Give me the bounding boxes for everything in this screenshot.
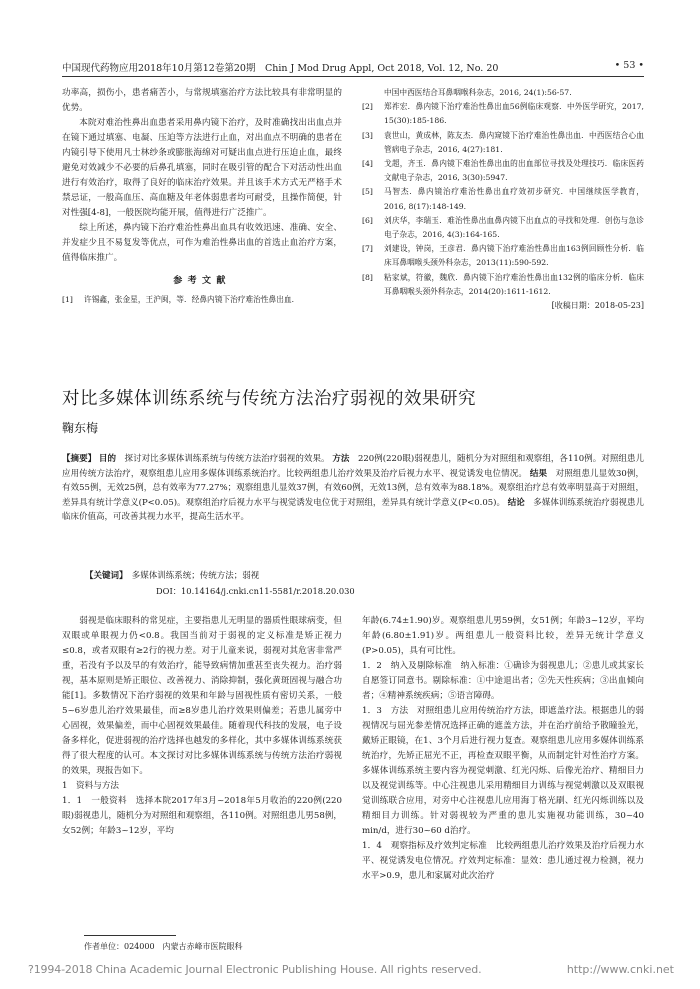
keywords-text: 多媒体训练系统；传统方法；弱视 [123,571,260,581]
reference-text: 刘建设，钟岗，王彦君．鼻内镜下治疗难治性鼻出血163例回顾性分析．临床耳鼻咽喉头颈外科杂志，2013(11):590-592. [384,244,644,268]
received-date: [收稿日期：2018-05-23] [551,301,644,311]
reference-item [362,100,644,128]
keywords [85,569,645,584]
reference-number: [4] [362,159,373,169]
references-heading: 参考文献 [173,276,231,286]
reference-text: 郑祚宏．鼻内镜下治疗难治性鼻出血56例临床观察．中外医学研究，2017, 15(30):185-186. [384,102,644,126]
reference-text: 中国中西医结合耳鼻咽喉科杂志，2016, 24(1):56-57. [384,88,572,97]
reference-number: [1] [62,295,73,304]
body-left-column [62,614,342,839]
article-author: 鞠东梅 [62,421,99,435]
reference-text: 马智杰．鼻内镜治疗难治性鼻出血疗效初步研究．中国继续医学教育，2016, 8(17):148-149. [384,187,644,211]
cnki-link[interactable]: http://www.cnki.net [566,963,674,976]
abstract-section-label: 方法 [332,454,350,464]
keywords-label: 【关键词】 [85,571,124,581]
section-heading: 1 资料与方法 [62,781,120,791]
reference-number: [3] [362,130,373,140]
abstract-section-text: 220例(220眼)弱视患儿，随机分为对照组和观察组，各110例。对照组患儿应用传统方法治疗，观察组患儿应用多媒体训练系统治疗。比较两组患儿治疗效果及治疗后视力水平、视觉诱发电位情况。 [62,454,644,479]
body-paragraph: 1．3 方法 对照组患儿应用传统治疗方法，即遮盖疗法。根据患儿的弱视情况与屈光参差情况选择正确的遮盖方法，并在治疗前给予散瞳验光，戴矫正眼镜，在1、3个月后进行视力复查。观察组患儿应用多媒体训练系统治疗，先矫正屈光不正，再检查双眼平衡，从而制定针对性治疗方案。多媒体训练系统主要内容为视觉刺激、红光闪烁、后像光治疗、精细目力以及视觉训练等。中心注视患儿采用精细目力训练与视觉刺激以及双眼视觉训练联合应用，对旁中心注视患儿应用海丁格光刷、红光闪烁训练以及精细目力训练。针对弱视较为严重的患儿实施视功能训练，30~40 min/d，进行30~60 d治疗。 [362,706,644,836]
abstract-label: 【摘要】 [62,454,97,464]
abstract-section-text: 对照组患儿显效30例，有效55例，无效25例，总有效率为77.27%；观察组患儿显效37例，有效60例，无效13例，总有效率为88.18%。观察组治疗总有效率明显高于对照组，差异具有统计学意义(P<0.05)。观察组治疗后视力水平与视觉诱发电位优于对照组，差异具有统计学意义(P<0.05)。 [62,468,644,508]
body-paragraph: 弱视是临床眼科的常见症，主要指患儿无明显的器质性眼球病变，但双眼或单眼视力仍<0.8。我国当前对于弱视的定义标准是矫正视力≤0.8，或者双眼有≥2行的视力差。对于儿童来说，弱视对其危害非常严重，若没有予以及早的有效治疗，能导致病情加重甚至丧失视力。治疗弱视，基本原则是矫正眼位、改善视力、消除抑制，强化黄斑固视与融合功能[1]。多数情况下治疗弱视的效果和年龄与固视性质有密切关系，一般5~6岁患儿治疗效果最佳，而≥8岁患儿治疗效果则偏差；若患儿属旁中心固视，效果偏差，而中心固视效果最佳。随着现代科技的发展，电子设备多样化，促进弱视的治疗选择也越发的多样化，其中多媒体训练系统获得了很大程度的认可。本文探讨对比多媒体训练系统与传统方法治疗弱视的效果，现报告如下。 [62,616,342,776]
reference-item [362,242,644,270]
body-paragraph: 年龄(6.74±1.90)岁。观察组患儿男59例，女51例；年龄3~12岁，平均年龄(6.80±1.91)岁。两组患儿一般资料比较，差异无统计学意义(P>0.05)，具有可比性。 [362,616,644,656]
reference-text: 戈超，齐玉．鼻内镜下难治性鼻出血的出血部位寻找及处理技巧．临床医药文献电子杂志，2016, 3(30):5947. [384,159,644,183]
reference-text: 许锡鑫，张金星，王沪闽，等．经鼻内镜下治疗难治性鼻出血． [84,295,300,304]
prev-article-left-column [62,86,342,307]
reference-number: [8] [362,272,373,282]
footnote-rule [84,935,176,936]
abstract-section-label: 结果 [529,468,548,479]
prev-paragraph: 功率高，损伤小，患者痛苦小，与常规填塞治疗方法比较具有非常明显的优势。 [62,88,342,113]
body-right-column [362,614,644,884]
reference-item [362,129,644,157]
reference-text: 刘庆华，李瑞玉．难治性鼻出血鼻内镜下出血点的寻找和处理．创伤与急诊电子杂志，2016, 4(3):164-165. [384,215,644,240]
reference-item [362,157,644,185]
copyright-text: ?1994-2018 China Academic Journal Electronic Publishing House. All rights reserved. [28,963,482,976]
reference-item [362,214,644,242]
header-rule [62,76,644,77]
prev-paragraph: 综上所述，鼻内镜下治疗难治性鼻出血具有收效迅速、准确、安全、并发症少且不易复发等优点，可作为难治性鼻出血的首选止血治疗方案，值得临床推广。 [62,223,342,263]
body-paragraph: 1．4 观察指标及疗效判定标准 比较两组患儿治疗效果及治疗后视力水平、视觉诱发电位情况。疗效判定标准：显效：患儿通过视力检测，视力水平>0.9，患儿和家属对此次治疗 [362,841,644,881]
reference-item [362,86,644,100]
reference-number [362,86,384,100]
reference-item [62,293,342,307]
doi: DOI：10.14164/j.cnki.cn11-5581/r.2018.20.030 [156,586,355,596]
reference-text: 粘家斌，符徽，魏欣．鼻内镜下治疗难治性鼻出血132例的临床分析．临床耳鼻咽喉头颈外科杂志，2014(20):1611-1612. [384,272,644,296]
reference-number: [6] [362,215,373,225]
body-paragraph: 1．1 一般资料 选择本院2017年3月~2018年5月收治的220例(220眼)弱视患儿，随机分为对照组和观察组，各110例。对照组患儿男58例，女52例；年龄3~12岁，平均 [62,796,342,836]
page-number: • 53 • [614,60,644,71]
article-title: 对比多媒体训练系统与传统方法治疗弱视的效果研究 [62,389,476,409]
abstract-section-text: 探讨对比多媒体训练系统与传统方法治疗弱视的效果。 [116,454,330,464]
abstract [62,452,644,525]
reference-item [362,185,644,213]
body-paragraph: 1．2 纳入及剔除标准 纳入标准：①确诊为弱视患儿；②患儿或其家长自愿签订同意书。剔除标准：①中途退出者；②先天性疾病；③出血倾向者；④精神系统疾病；⑤语言障碍。 [362,661,644,701]
prev-paragraph: 本院对难治性鼻出血患者采用鼻内镜下治疗，及时准确找出出血点并在镜下通过填塞、电凝、压迫等方法进行止血，对出血点不明确的患者在内镜引导下使用凡士林纱条或膨胀海绵对可疑出血点进行压迫止血，最终避免对效减少不必要的后鼻孔填塞，同时在吸引管的配合下对活动性出血进行有效治疗，取得了良好的临床治疗效果。并且该手术方式无严格手术禁忌证，一般高血压、高血糖及年老体弱患者均可耐受，且操作简便，针对性强[4-8]，一般医院均能开展，值得进行广泛推广。 [62,118,342,218]
journal-info: 中国现代药物应用2018年10月第12卷第20期 Chin J Mod Drug Appl, Oct 2018, Vol. 12, No. 20 [62,63,499,74]
reference-number: [7] [362,244,373,254]
references-right-column [362,86,644,313]
abstract-section-label: 目的 [98,454,117,464]
reference-item [362,271,644,299]
reference-number: [2] [362,102,373,112]
author-affiliation: 作者单位：024000 内蒙古赤峰市医院眼科 [84,942,243,951]
abstract-section-text: 多媒体训练系统治疗弱视患儿临床价值高，可改善其视力水平，提高生活水平。 [62,497,644,523]
reference-number: [5] [362,187,373,197]
reference-text: 袁世山，黄成林，陈友杰．鼻内窥镜下治疗难治性鼻出血．中西医结合心血管病电子杂志，2016, 4(27):181. [384,130,644,154]
abstract-section-label: 结论 [507,497,525,508]
